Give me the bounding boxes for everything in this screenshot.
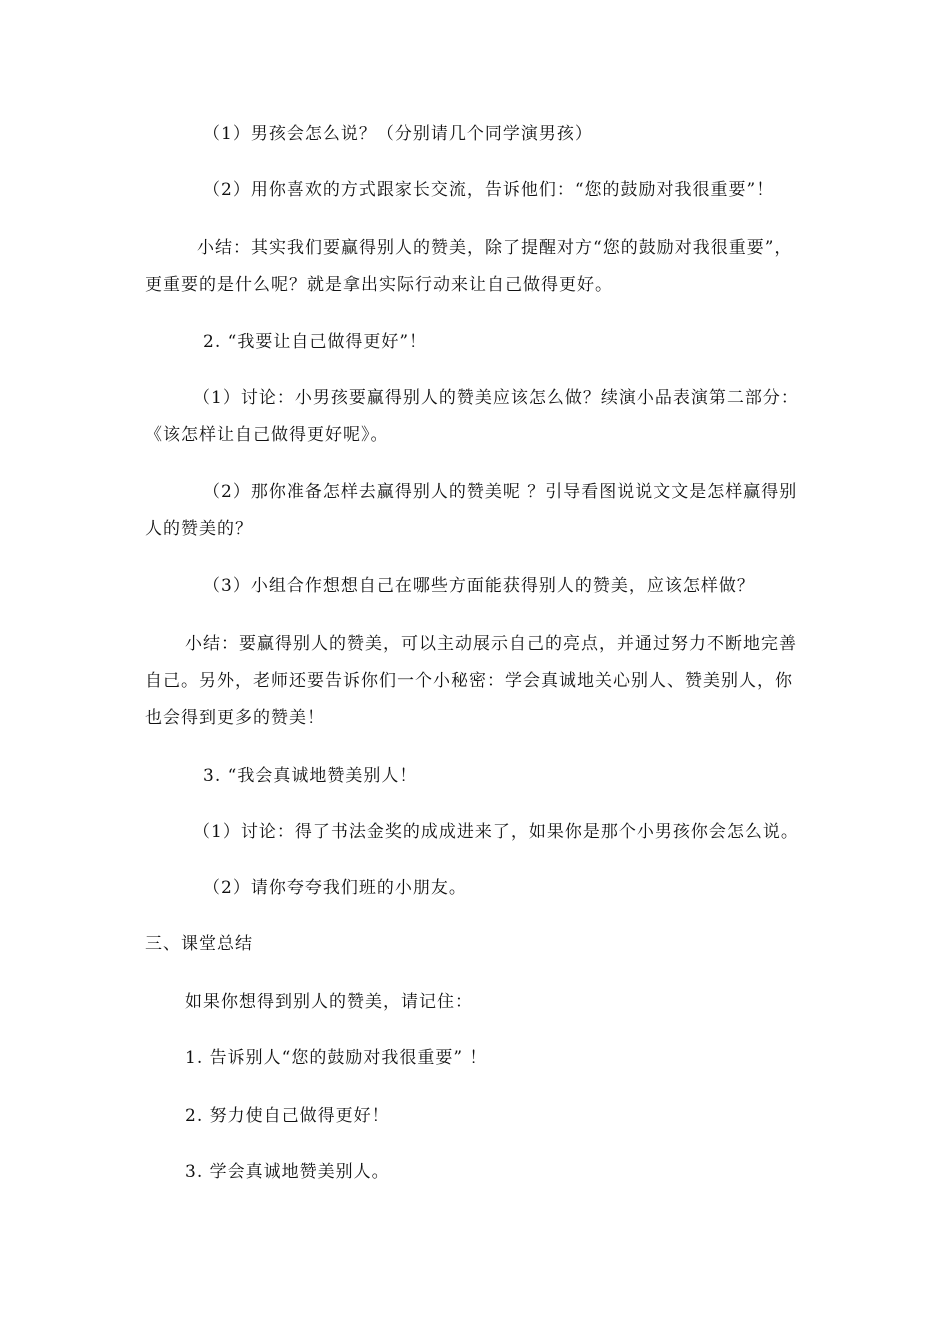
list-item-3: 3. 学会真诚地赞美别人。 (185, 1162, 390, 1182)
paragraph-discussion-2: （1）讨论：得了书法金奖的成成进来了，如果你是那个小男孩你会怎么说。 (193, 822, 799, 842)
paragraph-discussion-1: （1）讨论：小男孩要赢得别人的赞美应该怎么做？续演小品表演第二部分：《该怎样让自己做得更好呢》。 (145, 388, 799, 445)
heading-point-2: 2. “我要让自己做得更好”！ (203, 332, 428, 352)
list-item-1: 1. 告诉别人“您的鼓励对我很重要” ！ (185, 1048, 488, 1068)
paragraph-boy-response: （1）男孩会怎么说？（分别请几个同学演男孩） (203, 124, 593, 144)
paragraph-praise-classmates: （2）请你夸夸我们班的小朋友。 (203, 878, 467, 898)
list-item-2: 2. 努力使自己做得更好！ (185, 1106, 390, 1126)
paragraph-summary-2: 小结：要赢得别人的赞美，可以主动展示自己的亮点，并通过努力不断地完善自己。另外，老师还要告诉你们一个小秘密：学会真诚地关心别人、赞美别人，你也会得到更多的赞美！ (145, 634, 797, 728)
paragraph-remember-intro: 如果你想得到别人的赞美，请记住： (185, 992, 473, 1012)
heading-point-3: 3. “我会真诚地赞美别人！ (203, 766, 418, 786)
paragraph-summary-1: 小结：其实我们要赢得别人的赞美，除了提醒对方“您的鼓励对我很重要”，更重要的是什么呢？就是拿出实际行动来让自己做得更好。 (145, 238, 793, 295)
paragraph-parent-communication: （2）用你喜欢的方式跟家长交流，告诉他们：“您的鼓励对我很重要”！ (203, 180, 775, 200)
paragraph-group-work: （3）小组合作想想自己在哪些方面能获得别人的赞美，应该怎样做？ (203, 576, 755, 596)
paragraph-picture-guide: （2）那你准备怎样去赢得别人的赞美呢 ？引导看图说说文文是怎样赢得别人的赞美的？ (145, 482, 798, 539)
section-heading-summary: 三、课堂总结 (145, 934, 253, 954)
